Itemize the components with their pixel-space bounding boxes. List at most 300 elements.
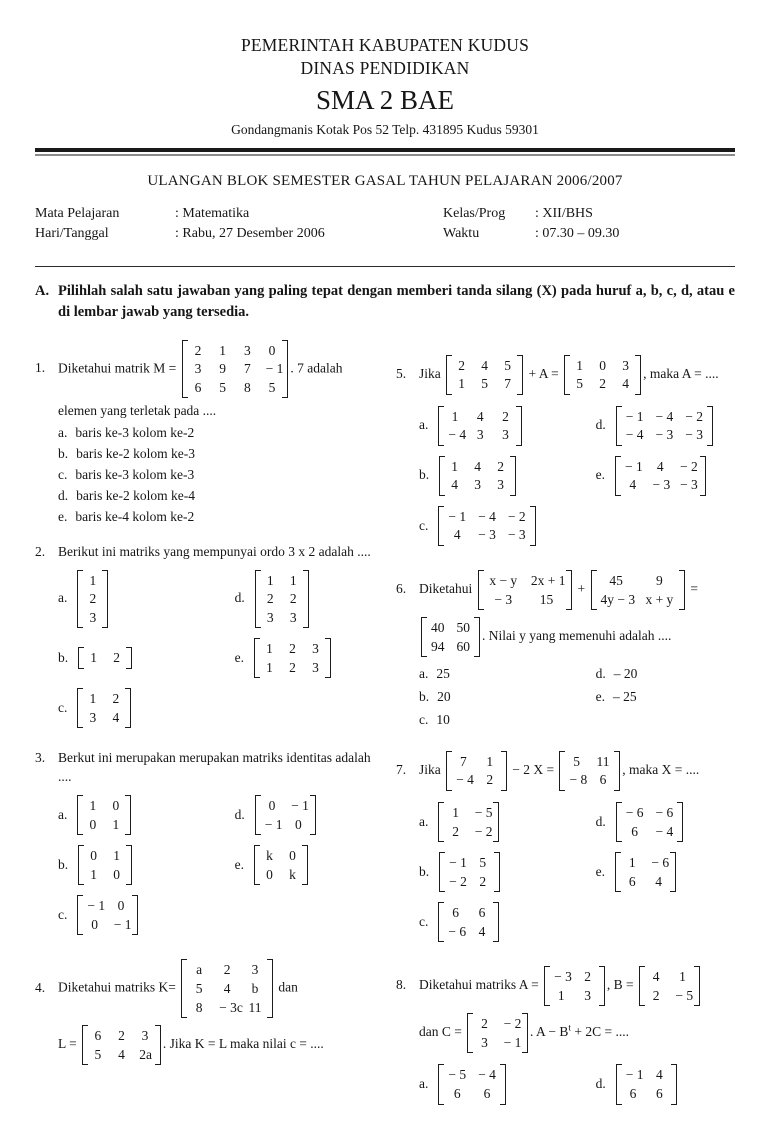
matrix-cell: 1 [679, 969, 686, 985]
matrix [181, 959, 273, 1018]
matrix-cell: 0 [599, 357, 606, 373]
question-text: baris ke-3 kolom ke-3 [75, 466, 195, 482]
matrix-cell: 1 [557, 987, 565, 1003]
option-label: d. [595, 813, 606, 829]
matrix-body [83, 570, 102, 629]
question-5 [396, 352, 735, 551]
matrix-cell: − 5 [474, 804, 493, 820]
option-label: b. [58, 649, 69, 665]
matrix-cell: 9 [219, 361, 226, 377]
matrix-cell: − 1 [113, 916, 132, 932]
matrix-body [260, 638, 325, 678]
matrix-row [449, 873, 490, 891]
matrix-row [92, 1046, 151, 1064]
option-b [58, 635, 229, 681]
matrix-cell: 2 [458, 357, 465, 373]
matrix-body [444, 1064, 500, 1104]
matrix-cell: 11 [248, 999, 262, 1015]
matrix-cell: 4 [223, 980, 231, 996]
option-label: b. [58, 446, 69, 462]
option-label: e. [595, 863, 605, 879]
option-label: d. [595, 417, 606, 433]
question-body [35, 749, 374, 940]
matrix-row [92, 1027, 151, 1045]
matrix-cell: 1 [452, 804, 459, 820]
matrix-row [569, 753, 610, 771]
question-3 [35, 749, 374, 940]
matrix-cell: x + y [645, 591, 674, 607]
matrix-cell: 1 [219, 342, 226, 358]
matrix-cell: 1 [289, 572, 297, 588]
matrix-cell: − 4 [456, 772, 474, 788]
option-b [58, 445, 374, 464]
question-text: dan C = [419, 1024, 466, 1040]
question-line [58, 402, 374, 421]
matrix-cell: 3 [312, 641, 319, 657]
matrix-row [554, 987, 595, 1005]
question-text: baris ke-4 kolom ke-2 [75, 508, 195, 524]
matrix-cell: 2 [486, 772, 494, 788]
option-b [419, 453, 590, 499]
question-text: − 2 X = [508, 762, 558, 778]
matrix-cell: 4 [481, 357, 488, 373]
option-c [419, 899, 590, 945]
matrix-cell: 94 [431, 638, 445, 654]
matrix-cell: − 2 [503, 1016, 522, 1032]
matrix-cell: 3 [194, 361, 202, 377]
subject-label: Mata Pelajaran [35, 205, 120, 221]
matrix-row [87, 916, 132, 934]
matrix-body [473, 1013, 522, 1053]
matrix-row [88, 847, 122, 865]
matrix-cell: 6 [94, 1028, 102, 1044]
option-label: a. [419, 1076, 429, 1092]
matrix-cell: 1 [89, 572, 97, 588]
question-text: baris ke-2 kolom ke-4 [76, 487, 195, 503]
matrix-row [88, 649, 122, 667]
questions-columns [35, 336, 735, 1126]
matrix-cell: − 1 [449, 855, 467, 871]
matrix-row [448, 1066, 496, 1084]
matrix-cell: 4 [656, 458, 664, 474]
matrix-row [87, 572, 98, 590]
matrix-body [188, 340, 283, 399]
matrix [478, 570, 573, 610]
matrix-body [427, 617, 474, 657]
matrix-cell: − 4 [478, 508, 496, 524]
options-list [58, 790, 374, 940]
matrix-cell: 6 [452, 905, 459, 921]
matrix-bracket-right [125, 795, 131, 835]
matrix-cell: 2 [266, 591, 274, 607]
matrix-row [192, 379, 279, 397]
matrix-body [621, 456, 700, 496]
matrix-cell: 1 [113, 848, 120, 864]
matrix-cell: 5 [479, 855, 487, 871]
matrix-row [264, 659, 321, 677]
option-e [58, 508, 374, 527]
matrix-body [452, 355, 517, 395]
date-value: : Rabu, 27 Desember 2006 [175, 225, 325, 241]
matrix-row [448, 823, 493, 841]
matrix-bracket-right [522, 1013, 528, 1053]
options-list [419, 663, 735, 732]
question-text: , B = [606, 977, 637, 993]
matrix-cell: 0 [268, 798, 276, 814]
option-label: a. [58, 590, 68, 606]
option-b [58, 842, 229, 888]
question-text: Diketahui matriks A = [419, 977, 543, 993]
matrix-body [83, 795, 125, 835]
matrix-cell: 0 [113, 866, 120, 882]
matrix-cell: 5 [195, 980, 203, 996]
question-body [396, 963, 735, 1109]
matrix-bracket-right [679, 570, 685, 610]
matrix-cell: 3 [481, 1034, 488, 1050]
matrix-cell: 2 [289, 659, 296, 675]
matrix-row [488, 572, 566, 590]
question-line [35, 749, 375, 787]
matrix-row [87, 797, 121, 815]
matrix-cell: − 4 [625, 427, 644, 443]
matrix-cell: − 4 [655, 408, 674, 424]
matrix-body [187, 959, 267, 1018]
matrix-cell: 3 [312, 659, 319, 675]
matrix-body [597, 570, 680, 610]
matrix-cell: 15 [539, 591, 554, 607]
question-line [396, 963, 735, 1009]
matrix-cell: 5 [94, 1046, 102, 1062]
matrix [615, 456, 706, 496]
option-label: d. [234, 590, 245, 606]
option-c [58, 466, 374, 485]
matrix-body [622, 406, 707, 446]
question-number: 3. [35, 750, 46, 766]
department-name: DINAS PENDIDIKAN [300, 58, 470, 79]
time-value: : 07.30 – 09.30 [535, 225, 620, 241]
matrix [255, 795, 316, 835]
matrix [564, 355, 641, 395]
option-a [419, 403, 590, 449]
question-text: . A − B [530, 1024, 569, 1040]
matrix-cell: − 2 [507, 508, 526, 524]
options-list [419, 797, 735, 947]
question-text: . Jika K = L maka nilai c = .... [162, 1036, 324, 1052]
matrix-cell: − 1 [625, 408, 644, 424]
question-text: Jika [419, 365, 445, 381]
matrix [591, 570, 686, 610]
matrix-row [626, 426, 703, 444]
matrix [446, 751, 507, 791]
matrix-cell: 2x + 1 [530, 573, 566, 589]
matrix-cell: − 1 [264, 816, 283, 832]
matrix [77, 570, 108, 629]
matrix [439, 456, 516, 496]
matrix-cell: − 3 [655, 427, 674, 443]
matrix-row [191, 980, 263, 998]
matrix-cell: − 3 [685, 427, 703, 443]
matrix-bracket-right [302, 845, 308, 885]
question-text: 25 [436, 666, 450, 682]
matrix-row [626, 408, 703, 426]
matrix-row [448, 526, 525, 544]
matrix-cell: 1 [628, 855, 636, 871]
matrix-row [87, 690, 121, 708]
matrix-row [488, 591, 563, 609]
matrix-cell: 2 [452, 823, 459, 839]
matrix-cell: 9 [656, 573, 663, 589]
option-c [419, 503, 590, 549]
matrix-body [88, 1025, 155, 1065]
options-list [419, 401, 735, 551]
matrix-cell: 5 [576, 376, 583, 392]
matrix-row [456, 753, 497, 771]
matrix-cell: 5 [268, 379, 276, 395]
matrix-cell: 1 [486, 753, 494, 769]
matrix-bracket-right [474, 617, 480, 657]
question-text: Diketahui matrik M = [58, 360, 180, 376]
option-b [419, 849, 590, 895]
matrix-row [448, 804, 493, 822]
matrix-row [87, 590, 98, 608]
matrix-cell: 2 [118, 1028, 125, 1044]
matrix-cell: 6 [599, 772, 607, 788]
option-label: c. [419, 517, 429, 533]
question-text: = [687, 581, 698, 597]
question-line [58, 1022, 374, 1068]
matrix-row [477, 1015, 522, 1033]
time-label: Waktu [443, 225, 480, 241]
matrix-cell: 4 [476, 408, 484, 424]
matrix-cell: 50 [456, 620, 470, 636]
question-6 [396, 567, 735, 732]
letterhead [35, 34, 735, 139]
matrix-cell: 2a [139, 1046, 153, 1062]
question-text: , maka X = .... [622, 762, 700, 778]
option-a [58, 567, 229, 632]
matrix-cell: 3 [502, 427, 509, 443]
matrix-row [448, 904, 489, 922]
option-a [419, 665, 590, 684]
matrix-cell: − 4 [478, 1067, 496, 1083]
matrix-row [191, 961, 263, 979]
question-text: baris ke-2 kolom ke-3 [76, 446, 195, 462]
matrix-cell: k [266, 848, 273, 864]
matrix [78, 845, 132, 885]
option-d [596, 403, 741, 449]
option-b [419, 688, 590, 707]
matrix-row [554, 968, 595, 986]
matrix-body [452, 751, 501, 791]
matrix-body [444, 406, 516, 446]
matrix-bracket-right [677, 802, 683, 842]
matrix-bracket-right [126, 845, 132, 885]
matrix-body [83, 895, 132, 935]
matrix-row [574, 357, 631, 375]
matrix-bracket-right [267, 959, 273, 1018]
option-label: b. [58, 856, 69, 872]
matrix-cell: − 3 [478, 527, 496, 543]
matrix-row [264, 640, 321, 658]
matrix-bracket-right [155, 1025, 161, 1065]
matrix-row [625, 854, 670, 872]
matrix-cell: − 1 [265, 361, 284, 377]
matrix-cell: 2 [89, 591, 97, 607]
option-label: d. [58, 487, 69, 503]
matrix-row [649, 968, 690, 986]
matrix-bracket-right [303, 570, 309, 629]
question-number: 6. [396, 581, 407, 597]
matrix-bracket-right [671, 1064, 677, 1104]
matrix-cell: − 2 [449, 873, 467, 889]
option-label: a. [419, 417, 429, 433]
option-label: e. [58, 508, 68, 524]
question-text: Berkut ini merupakan merupakan matriks identitas adalah .... [58, 750, 375, 785]
matrix [255, 570, 309, 629]
questions-column-left [35, 336, 374, 1126]
matrix [438, 1064, 506, 1104]
matrix [77, 688, 131, 728]
matrix-body [444, 506, 529, 546]
matrix-cell: 6 [628, 873, 636, 889]
matrix-body [261, 795, 310, 835]
matrix-body [550, 966, 599, 1006]
matrix-row [449, 854, 490, 872]
matrix [182, 340, 289, 399]
matrix-cell: − 3 [507, 527, 526, 543]
matrix-cell: 1 [266, 572, 274, 588]
question-body [35, 337, 374, 527]
matrix-cell: − 8 [569, 772, 588, 788]
matrix-body [260, 845, 302, 885]
matrix-row [265, 590, 299, 608]
matrix-bracket-right [516, 406, 522, 446]
matrix [544, 966, 605, 1006]
matrix-cell: 6 [483, 1086, 491, 1101]
matrix-row [88, 866, 122, 884]
matrix-bracket-right [494, 852, 500, 892]
matrix-bracket-right [282, 340, 288, 399]
matrix-body [444, 902, 493, 942]
matrix-cell: 2 [599, 376, 606, 392]
matrix-bracket-right [500, 1064, 506, 1104]
class-label: Kelas/Prog [443, 205, 506, 221]
matrix-bracket-right [614, 751, 620, 791]
matrix-cell: 7 [243, 361, 251, 377]
question-line [419, 1010, 735, 1056]
matrix-cell: 4 [112, 709, 120, 725]
matrix-row [456, 771, 497, 789]
matrix-bracket-right [635, 355, 641, 395]
matrix-cell: k [289, 866, 296, 882]
matrix-bracket-right [493, 802, 499, 842]
matrix [421, 617, 480, 657]
matrix-cell: 6 [478, 905, 486, 921]
question-line [396, 352, 735, 398]
matrix-cell: − 6 [651, 855, 670, 871]
option-label: c. [58, 466, 68, 482]
question-text: L = [58, 1036, 81, 1052]
government-name: PEMERINTAH KABUPATEN KUDUS [240, 35, 530, 55]
section-a-instruction [35, 281, 735, 323]
question-text: – 20 [613, 666, 638, 682]
option-label: c. [58, 906, 68, 922]
matrix-cell: 4 [118, 1046, 125, 1062]
matrix-body [622, 1064, 671, 1104]
matrix-row [448, 923, 489, 941]
matrix-row [448, 508, 525, 526]
matrix-body [484, 570, 567, 610]
matrix-cell: a [196, 962, 203, 978]
matrix-row [87, 709, 121, 727]
options-list [58, 424, 374, 526]
matrix-cell: 1 [89, 798, 97, 814]
matrix-cell: − 4 [655, 823, 674, 839]
matrix-cell: − 3 [554, 969, 572, 985]
matrix-cell: 7 [459, 753, 467, 769]
matrix-cell: − 4 [448, 427, 467, 443]
matrix-cell: 6 [194, 379, 202, 395]
matrix-cell: − 5 [448, 1067, 467, 1083]
matrix-bracket-right [310, 795, 316, 835]
matrix-cell: − 3 [680, 477, 698, 493]
option-label: a. [419, 666, 429, 682]
matrix-cell: 5 [481, 376, 488, 392]
matrix-cell: 2 [584, 969, 592, 985]
matrix-cell: 1 [451, 408, 459, 424]
option-label: a. [58, 425, 68, 441]
section-a-label: A. [35, 282, 50, 299]
matrix [438, 802, 499, 842]
matrix-bracket-right [566, 570, 572, 610]
options-list [419, 1059, 735, 1109]
matrix [446, 355, 523, 395]
question-text: + 2C = .... [571, 1024, 630, 1040]
matrix-cell: 0 [268, 342, 276, 358]
option-label: d. [595, 666, 606, 682]
matrix-cell: 4 [451, 477, 458, 493]
matrix-body [570, 355, 635, 395]
matrix-cell: 1 [266, 659, 273, 675]
matrix-row [191, 999, 263, 1017]
matrix-cell: − 2 [474, 823, 493, 839]
section-a-text: Pilihlah salah satu jawaban yang paling tepat dengan memberi tanda silang (X) pada huruf a, b, c, d, atau e di lembar jawab yang tersedia. [58, 282, 735, 320]
question-number: 7. [396, 762, 407, 778]
matrix-row [625, 873, 666, 891]
option-label: a. [58, 806, 68, 822]
option-label: c. [419, 712, 429, 727]
class-value: : XII/BHS [535, 205, 593, 221]
matrix-cell: − 3 [494, 591, 513, 607]
option-a [419, 1061, 590, 1107]
matrix-cell: 40 [431, 620, 445, 636]
matrix-cell: − 1 [291, 798, 309, 814]
matrix-cell: 2 [223, 962, 231, 978]
matrix-cell: 2 [289, 591, 297, 607]
matrix-cell: 3 [474, 477, 481, 493]
options-list [58, 565, 374, 734]
matrix-cell: 60 [456, 638, 470, 654]
matrix-row [449, 458, 506, 476]
option-e [235, 635, 380, 681]
matrix-cell: 4y − 3 [600, 591, 636, 607]
question-text: + [574, 581, 589, 597]
matrix-row [626, 1085, 667, 1103]
matrix-bracket-right [493, 902, 499, 942]
matrix-cell: 0 [112, 798, 120, 814]
matrix-body [84, 647, 126, 669]
option-d [58, 487, 374, 506]
